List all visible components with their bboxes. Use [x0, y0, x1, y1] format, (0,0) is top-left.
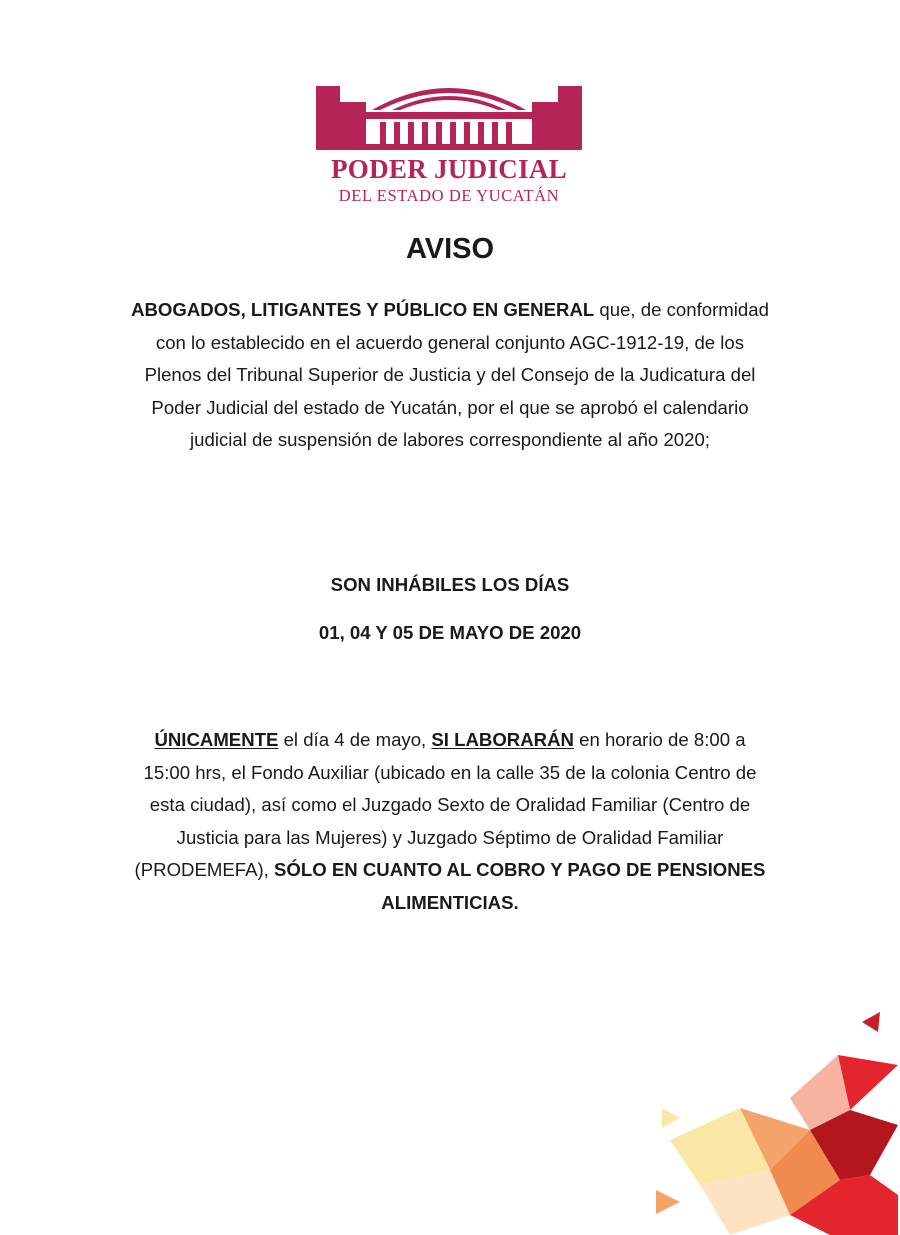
- exception-bold: SI LABORARÁN: [431, 729, 574, 750]
- notice-heading: AVISO: [405, 233, 495, 265]
- intro-audience: ABOGADOS, LITIGANTES Y PÚBLICO EN GENERAL: [131, 299, 595, 320]
- poder-judicial-logo: [314, 72, 584, 207]
- geometric-corner-decoration: [640, 1010, 900, 1235]
- exception-closing: SÓLO EN CUANTO AL COBRO Y PAGO DE PENSIONES ALIMENTICIAS.: [274, 859, 766, 913]
- inhabiles-label: SON INHÁBILES LOS DÍAS: [330, 574, 570, 595]
- logo-title: PODER JUDICIAL: [331, 154, 567, 184]
- exception-text-2: en horario de 8:00 a 15:00 hrs, el Fondo Auxiliar (ubicado en la calle 35 de la colonia Centro de esta ciudad), así como el Juzgado Sexto de Oralidad Familiar (Centro de Justicia para las Mujeres) y Juzgado Séptimo de Oralidad Familiar (PRODEMEFA),: [134, 729, 757, 880]
- courthouse-emblem-icon: [314, 72, 584, 152]
- inhabiles-dates: 01, 04 Y 05 DE MAYO DE 2020: [318, 622, 582, 643]
- intro-paragraph: [130, 294, 770, 457]
- exception-text-1: el día 4 de mayo,: [278, 729, 432, 750]
- logo-subtitle: DEL ESTADO DE YUCATÁN: [338, 186, 560, 205]
- intro-text: que, de conformidad con lo establecido en el acuerdo general conjunto AGC-1912-19, de los Plenos del Tribunal Superior de Justicia y del Consejo de la Judicatura del Poder Judicial del estado de Yucatán, por el que se aprobó el calendario judicial de suspensión de labores correspondiente al año 2020;: [144, 299, 769, 450]
- exception-lead: ÚNICAMENTE: [154, 729, 279, 750]
- exception-paragraph: [130, 724, 770, 919]
